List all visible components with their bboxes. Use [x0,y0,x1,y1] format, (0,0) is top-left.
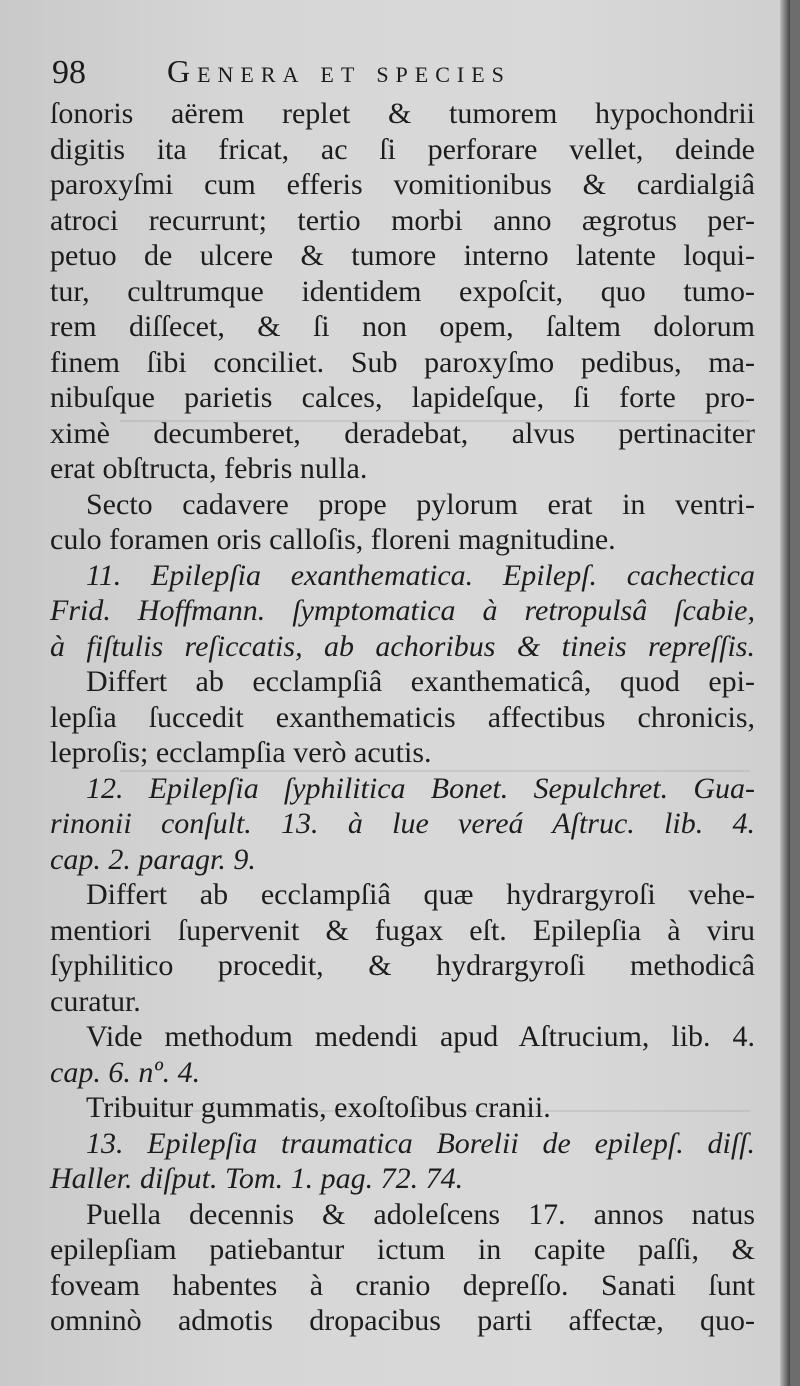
text-line: mentiori ſupervenit & fugax eſt. Epilepſia à viru [50,913,755,947]
text-line: tur, cultrumque identidem expoſcit, quo tumo- [50,274,755,308]
text-line: Differt ab ecclampſiâ quæ hydrargyroſi vehe- [86,878,755,911]
text-line: erat obſtructa, febris nulla. [50,452,368,485]
text-line: à fiſtulis reſiccatis, ab achoribus & tineis repreſſis. [50,629,755,663]
body-text [50,96,755,1339]
text-line: cap. 6. nº. 4. [50,1055,201,1089]
text-line: paroxyſmi cum efferis vomitionibus & cardialgiâ [50,168,755,201]
text-line: Puella decennis & adoleſcens 17. annos natus [86,1197,755,1231]
text-line: rinonii conſult. 13. à lue vereá Aſtruc. lib. 4. [50,807,755,840]
text-line: leproſis; ecclampſia verò acutis. [50,736,432,769]
text-line: cap. 2. paragr. 9. [50,842,256,876]
text-line: Differt ab ecclampſiâ exanthematicâ, quod epi- [86,665,755,698]
text-line: omninò admotis dropacibus parti affectæ, quo- [50,1304,755,1337]
text-line: ximè decumberet, deradebat, alvus pertinaciter [50,416,755,450]
text-line: curatur. [50,984,141,1018]
text-line: foveam habentes à cranio depreſſo. Sanati ſunt [50,1268,755,1302]
text-line: digitis ita fricat, ac ſi perforare vellet, deinde [50,132,755,166]
text-line: nibuſque parietis calces, lapideſque, ſi forte pro- [50,381,755,414]
text-line: Frid. Hoffmann. ſymptomatica à retropulsâ ſcabie, [50,594,755,627]
text-line: ſonoris aërem replet & tumorem hypochondrii [50,97,755,130]
text-line: 13. Epilepſia traumatica Borelii de epilepſ. diſſ. [86,1126,755,1160]
text-line: 12. Epilepſia ſyphilitica Bonet. Sepulchret. Gua- [86,771,755,805]
text-line: rem diſſecet, & ſi non opem, ſaltem dolorum [50,310,755,343]
page-header [52,50,752,94]
text-line: 11. Epilepſia exanthematica. Epilepſ. cachectica [86,558,755,592]
running-head: Genera et species [167,53,511,89]
page-number: 98 [52,54,86,91]
text-line: atroci recurrunt; tertio morbi anno ægrotus per- [50,203,755,237]
text-line: culo foramen oris calloſis, floreni magnitudine. [50,523,616,556]
text-line: Vide methodum medendi apud Aſtrucium, lib. 4. [86,1020,755,1053]
text-line: lepſia ſuccedit exanthematicis affectibus chronicis, [50,700,755,734]
text-line: Haller. diſput. Tom. 1. pag. 72. 74. [50,1162,464,1195]
text-line: Tribuitur gummatis, exoſtoſibus cranii. [86,1091,551,1124]
text-line: petuo de ulcere & tumore interno latente loqui- [50,239,755,272]
page-edge-shadow [780,0,790,1386]
text-line: ſyphilitico procedit, & hydrargyroſi methodicâ [50,949,755,982]
text-line: epilepſiam patiebantur ictum in capite paſſi, & [50,1233,755,1266]
text-line: Secto cadavere prope pylorum erat in ventri- [86,487,755,521]
text-line: finem ſibi conciliet. Sub paroxyſmo pedibus, ma- [50,345,755,379]
